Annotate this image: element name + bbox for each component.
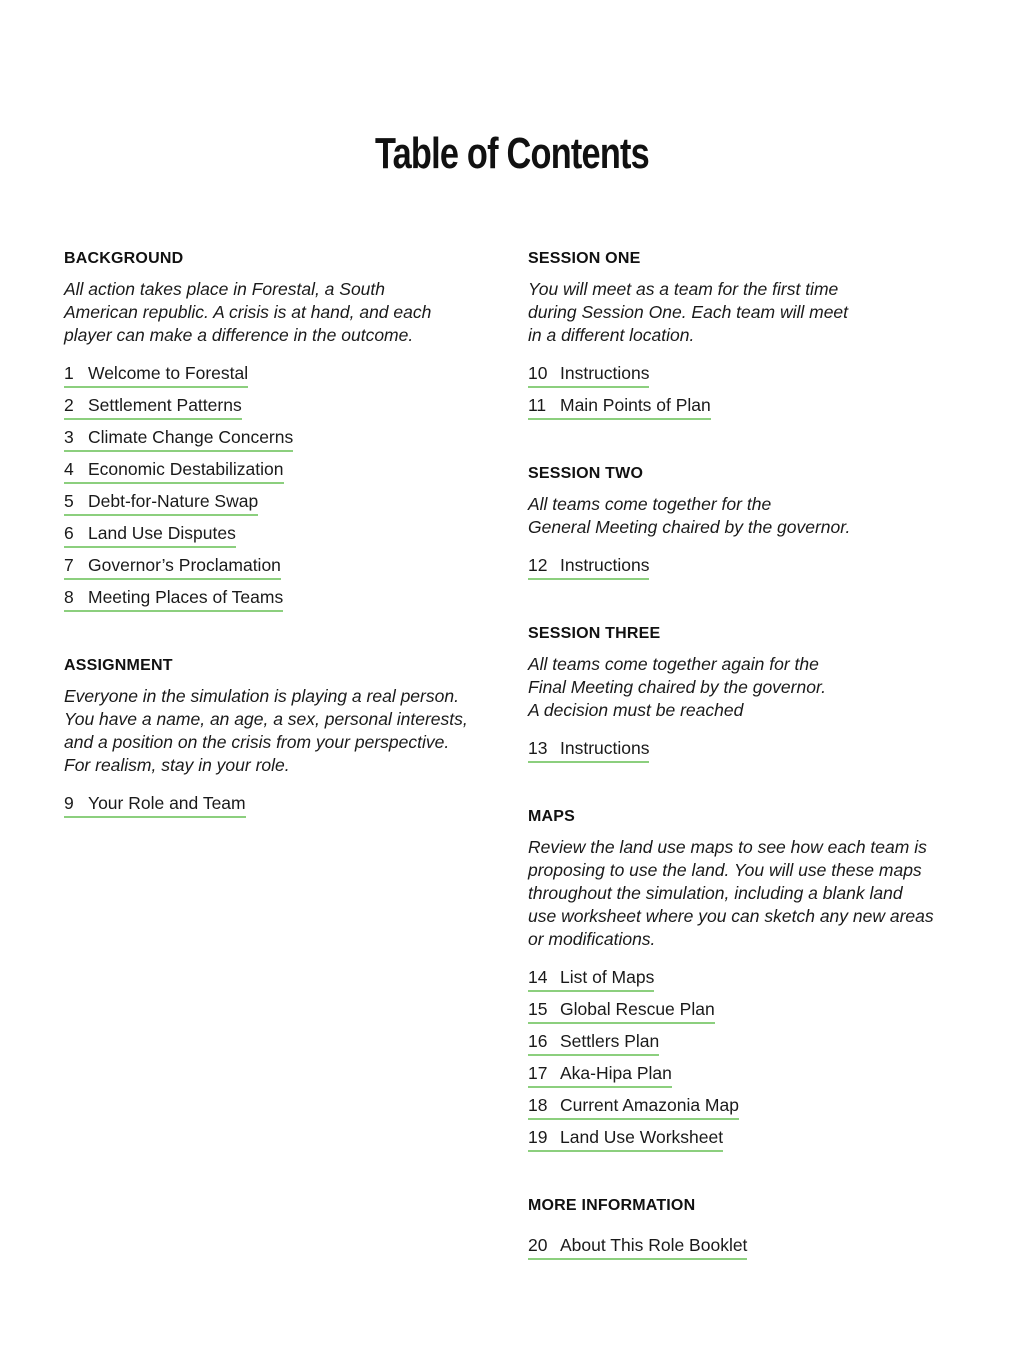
section-heading-session-three: SESSION THREE <box>528 625 661 642</box>
toc-entry <box>64 457 496 489</box>
toc-label: Debt-for-Nature Swap <box>88 491 259 511</box>
toc-label: Global Rescue Plan <box>560 999 715 1019</box>
section-description-assignment: Everyone in the simulation is playing a real person. You have a name, an age, a sex, personal interests, and a position on the crisis from your perspective. For realism, stay in your role. <box>64 686 468 775</box>
page-title: Table of Contents <box>374 129 649 178</box>
section-description-session-two: All teams come together for the General Meeting chaired by the governor. <box>528 494 851 537</box>
left-column <box>64 248 496 861</box>
toc-entry <box>64 585 496 617</box>
toc-page-number: 9 <box>64 793 74 813</box>
toc-entry <box>528 965 968 997</box>
toc-entry <box>64 361 496 393</box>
toc-link-settlers-plan[interactable] <box>528 1029 659 1056</box>
toc-entry <box>528 553 968 585</box>
section-session-one <box>528 248 968 425</box>
toc-entry <box>528 997 968 1029</box>
toc-label: Current Amazonia Map <box>560 1095 739 1115</box>
toc-entry <box>64 425 496 457</box>
section-more-information <box>528 1195 968 1265</box>
toc-entry <box>528 1125 968 1157</box>
section-session-three <box>528 623 968 768</box>
toc-entry <box>528 393 968 425</box>
toc-label: Land Use Disputes <box>88 523 236 543</box>
toc-page-number: 15 <box>528 999 548 1019</box>
toc-label: Instructions <box>560 363 650 383</box>
toc-list-background <box>64 361 496 617</box>
toc-link-economic-destabilization[interactable] <box>64 457 284 484</box>
toc-entry <box>528 1093 968 1125</box>
toc-link-list-of-maps[interactable] <box>528 965 654 992</box>
toc-link-settlement-patterns[interactable] <box>64 393 242 420</box>
toc-link-main-points-of-plan[interactable] <box>528 393 711 420</box>
toc-page-number: 13 <box>528 738 548 758</box>
section-background <box>64 248 496 617</box>
toc-link-debt-for-nature-swap[interactable] <box>64 489 258 516</box>
toc-entry <box>528 361 968 393</box>
toc-page-number: 16 <box>528 1031 548 1051</box>
section-description-session-one: You will meet as a team for the first time during Session One. Each team will meet in a different location. <box>528 279 849 345</box>
section-maps <box>528 806 968 1157</box>
section-session-two <box>528 463 968 585</box>
section-heading-more-information: MORE INFORMATION <box>528 1197 696 1214</box>
toc-entry <box>528 1233 968 1265</box>
toc-label: Climate Change Concerns <box>88 427 294 447</box>
toc-entry <box>528 736 968 768</box>
toc-entry <box>64 553 496 585</box>
toc-list-session-one <box>528 361 968 425</box>
toc-list-session-two <box>528 553 968 585</box>
toc-link-session-two-instructions[interactable] <box>528 553 649 580</box>
toc-page-number: 2 <box>64 395 74 415</box>
section-heading-session-one: SESSION ONE <box>528 250 641 267</box>
toc-link-governors-proclamation[interactable] <box>64 553 281 580</box>
toc-page-number: 19 <box>528 1127 548 1147</box>
toc-label: Your Role and Team <box>88 793 246 813</box>
section-heading-session-two: SESSION TWO <box>528 465 644 482</box>
toc-label: Settlement Patterns <box>88 395 242 415</box>
toc-label: List of Maps <box>560 967 655 987</box>
toc-entry <box>64 791 496 823</box>
toc-label: About This Role Booklet <box>560 1235 748 1255</box>
toc-label: Meeting Places of Teams <box>88 587 284 607</box>
section-heading-assignment: ASSIGNMENT <box>64 657 173 674</box>
toc-label: Main Points of Plan <box>560 395 711 415</box>
toc-page-number: 12 <box>528 555 548 575</box>
section-assignment <box>64 655 496 823</box>
section-heading-maps: MAPS <box>528 808 576 825</box>
toc-page-number: 17 <box>528 1063 548 1083</box>
toc-link-climate-change-concerns[interactable] <box>64 425 293 452</box>
toc-page-number: 14 <box>528 967 548 987</box>
toc-entry <box>64 521 496 553</box>
toc-page-number: 10 <box>528 363 548 383</box>
toc-page-number: 20 <box>528 1235 548 1255</box>
toc-entry <box>64 393 496 425</box>
toc-label: Governor’s Proclamation <box>88 555 281 575</box>
toc-link-land-use-worksheet[interactable] <box>528 1125 723 1152</box>
toc-link-your-role-and-team[interactable] <box>64 791 246 818</box>
toc-label: Instructions <box>560 738 650 758</box>
toc-page-number: 18 <box>528 1095 548 1115</box>
right-column <box>528 248 968 1303</box>
toc-link-session-one-instructions[interactable] <box>528 361 649 388</box>
toc-page-number: 8 <box>64 587 74 607</box>
toc-label: Settlers Plan <box>560 1031 660 1051</box>
toc-link-global-rescue-plan[interactable] <box>528 997 715 1024</box>
toc-link-current-amazonia-map[interactable] <box>528 1093 739 1120</box>
section-description-maps: Review the land use maps to see how each team is proposing to use the land. You will use these maps throughout the simulation, including a blank land use worksheet where you can sketch any new areas or modifications. <box>528 837 934 949</box>
toc-entry <box>528 1061 968 1093</box>
section-description-session-three: All teams come together again for the Final Meeting chaired by the governor. A decision must be reached <box>528 654 826 720</box>
toc-page-number: 11 <box>528 395 547 415</box>
toc-page-number: 6 <box>64 523 74 543</box>
toc-page-number: 3 <box>64 427 74 447</box>
section-description-background: All action takes place in Forestal, a South American republic. A crisis is at hand, and each player can make a difference in the outcome. <box>64 279 432 345</box>
toc-list-more-information <box>528 1233 968 1265</box>
toc-entry <box>64 489 496 521</box>
section-heading-background: BACKGROUND <box>64 250 184 267</box>
toc-page-number: 1 <box>64 363 74 383</box>
toc-link-welcome-to-forestal[interactable] <box>64 361 248 388</box>
toc-label: Economic Destabilization <box>88 459 284 479</box>
toc-entry <box>528 1029 968 1061</box>
toc-link-aka-hipa-plan[interactable] <box>528 1061 672 1088</box>
toc-list-maps <box>528 965 968 1157</box>
toc-link-session-three-instructions[interactable] <box>528 736 649 763</box>
toc-page-number: 4 <box>64 459 74 479</box>
toc-page-number: 7 <box>64 555 74 575</box>
toc-page-number: 5 <box>64 491 74 511</box>
toc-label: Instructions <box>560 555 650 575</box>
toc-label: Land Use Worksheet <box>560 1127 724 1147</box>
toc-link-land-use-disputes[interactable] <box>64 521 236 548</box>
toc-list-assignment <box>64 791 496 823</box>
toc-list-session-three <box>528 736 968 768</box>
toc-label: Welcome to Forestal <box>88 363 249 383</box>
toc-link-meeting-places-of-teams[interactable] <box>64 585 283 612</box>
toc-link-about-this-role-booklet[interactable] <box>528 1233 747 1260</box>
toc-label: Aka-Hipa Plan <box>560 1063 672 1083</box>
